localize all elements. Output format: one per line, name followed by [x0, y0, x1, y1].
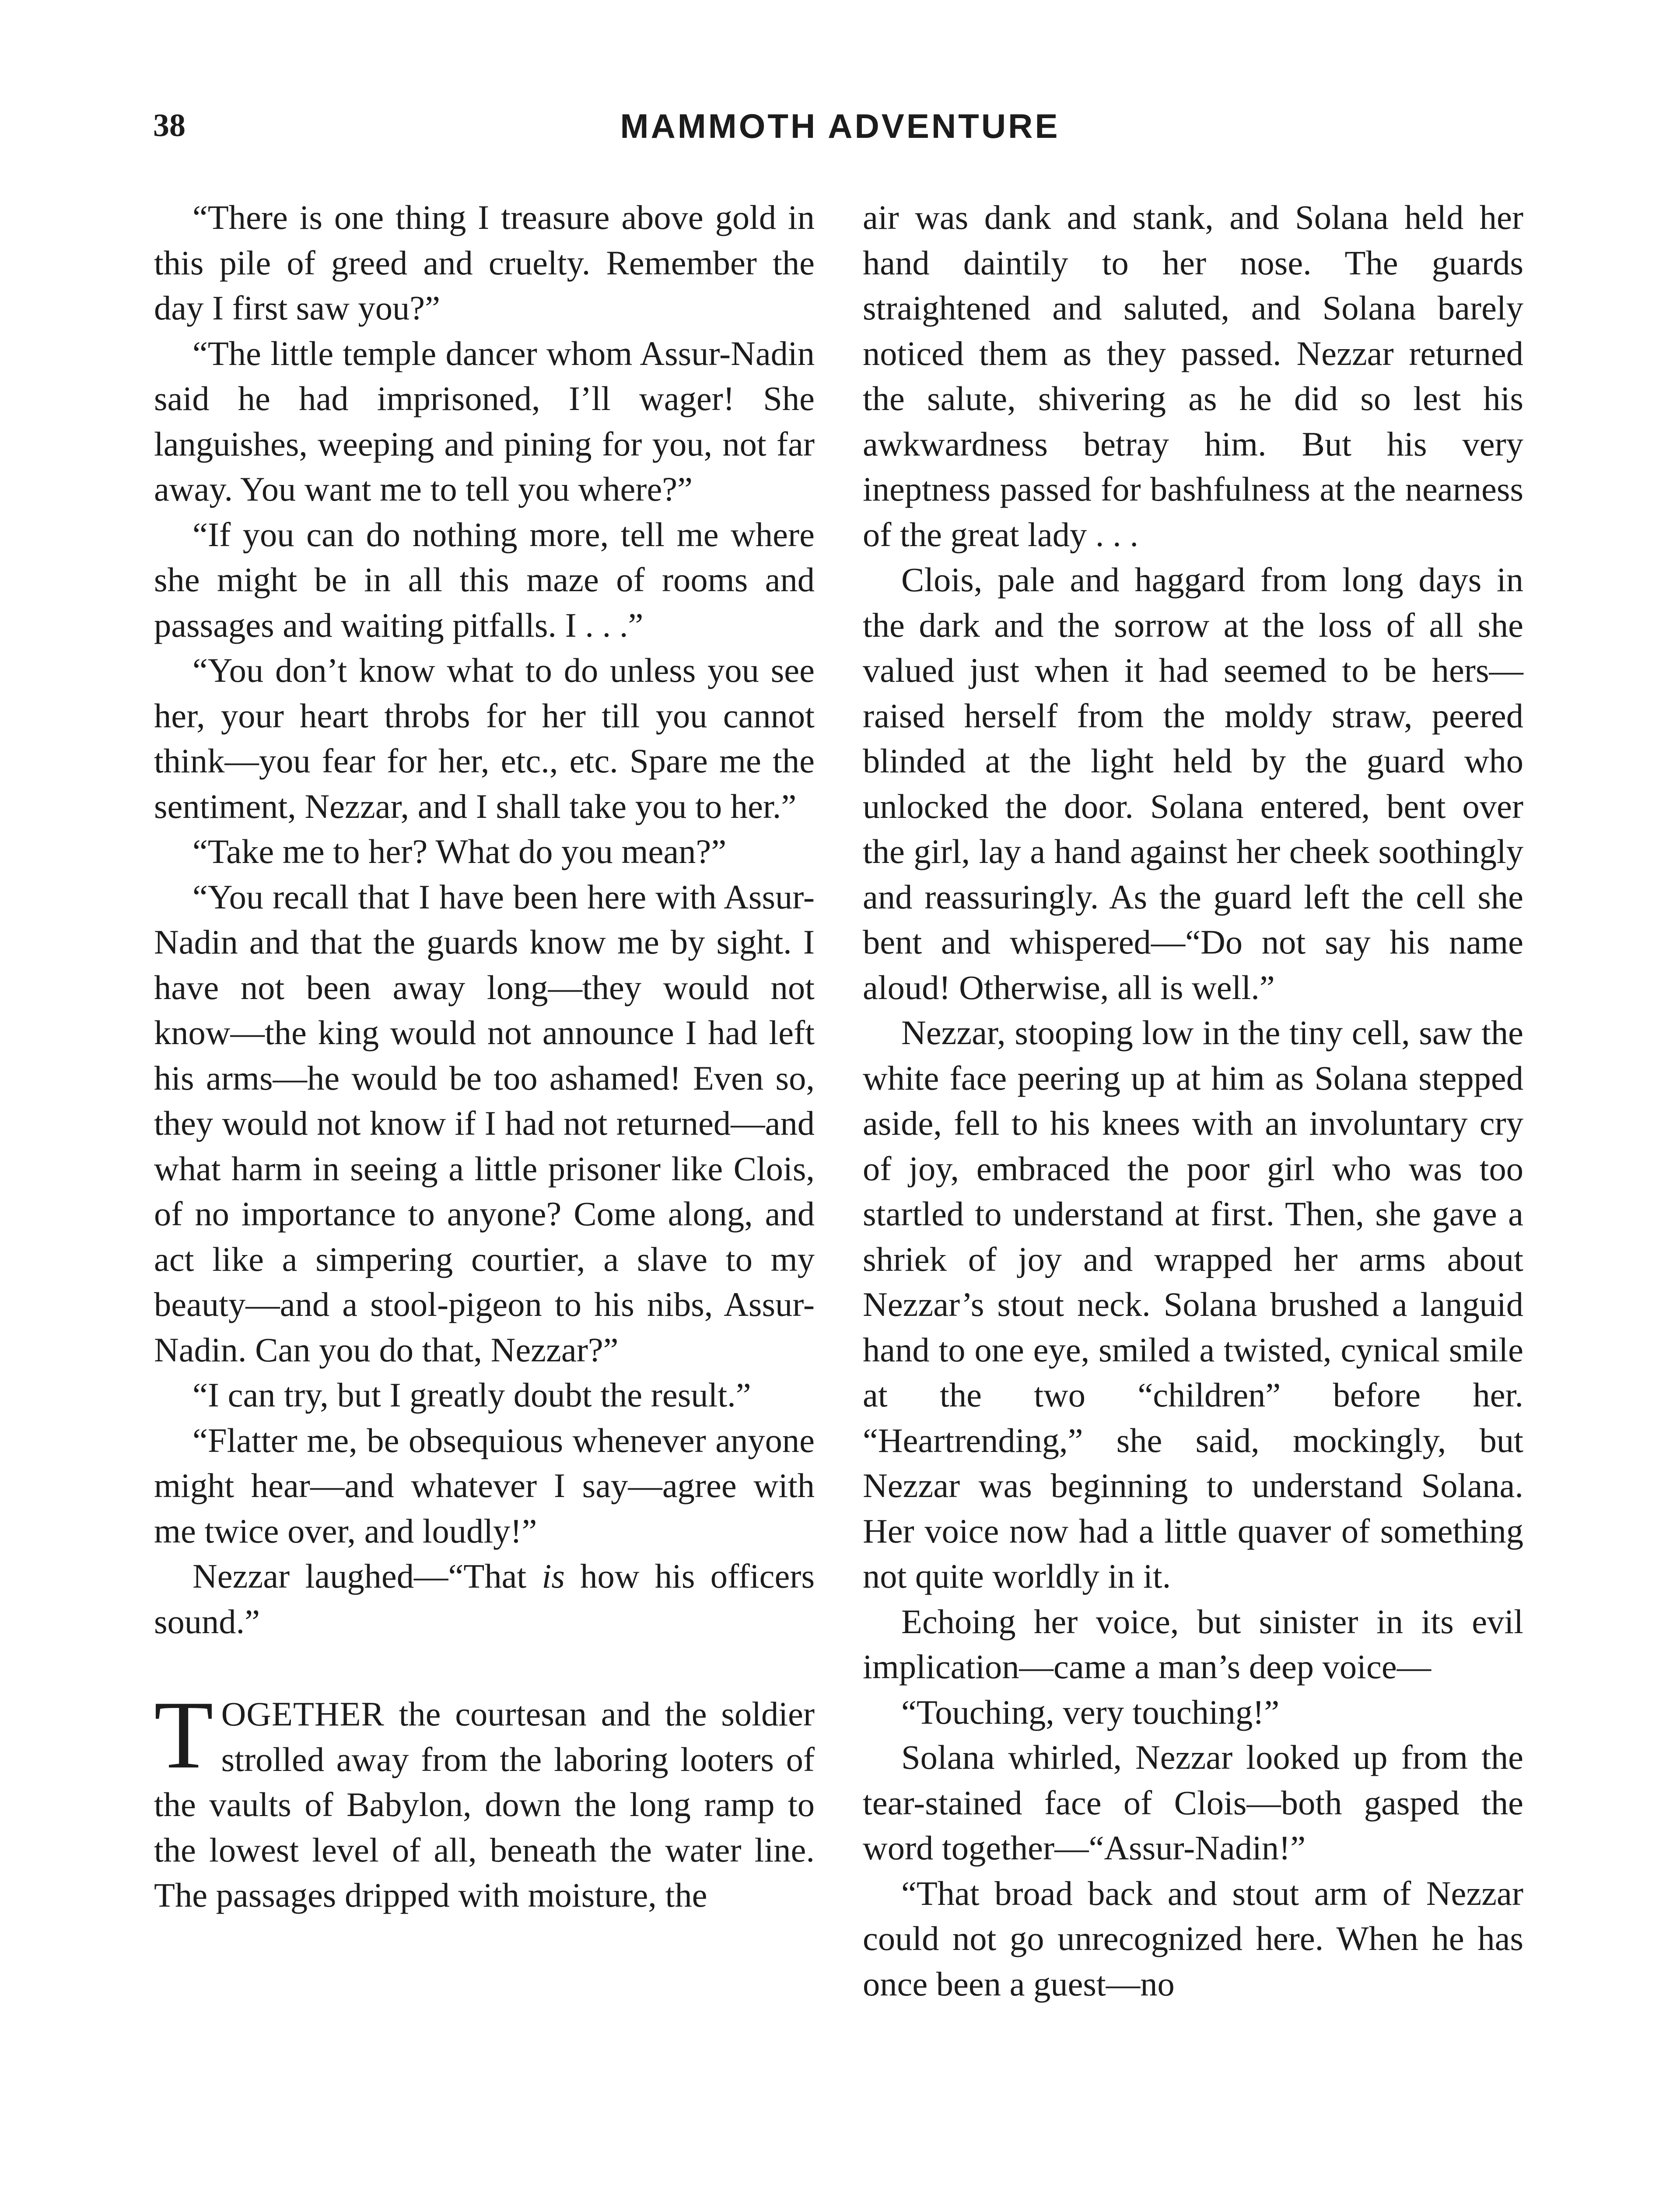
running-title: MAMMOTH ADVENTURE — [620, 107, 1060, 145]
paragraph: “Flatter me, be obsequious whenever anyone might hear—and whatever I say—agree with me twice over, and loudly!” — [154, 1421, 815, 1550]
text-run: Nezzar laughed—“That — [192, 1557, 542, 1595]
paragraph: “You recall that I have been here with Assur-Nadin and that the guards know me by sight. I have not been away long—they would not know—the king would not announce I had left his arms—he would be too ashamed! Even so, they would not know if I had not returned—and what harm in seeing a little prisoner like Clois, of no importance to anyone? Come along, and act like a simpering courtier, a slave to my beauty—and a stool-pigeon to his nibs, Assur-Nadin. Can you do that, Nezzar?” — [154, 877, 815, 1369]
paragraph: Solana whirled, Nezzar looked up from the tear-stained face of Clois—both gasped the word together—“Assur-Nadin!” — [863, 1738, 1523, 1867]
paragraph: “That broad back and stout arm of Nezzar could not go unrecognized here. When he has once been a guest—no — [863, 1874, 1523, 2003]
emphasis: is — [542, 1557, 565, 1595]
paragraph: “You don’t know what to do unless you see her, your heart throbs for her till you cannot think—you fear for her, etc., etc. Spare me the sentiment, Nezzar, and I shall take you to her.” — [154, 651, 815, 825]
drop-cap: T — [154, 1681, 214, 1789]
small-caps-lead: OGETHER — [221, 1695, 385, 1733]
paragraph: “There is one thing I treasure above gold in this pile of greed and cruelty. Remember the day I first saw you?” — [154, 198, 815, 327]
page-header — [153, 98, 1527, 160]
text-run: the courtesan and the soldier strolled away from the laboring looters of the vaults of Babylon, down the long ramp to the lowest level of all, beneath the water line. The passages dripped with moisture, the — [154, 1695, 815, 1914]
paragraph-nezzar-laughed — [154, 1553, 815, 1644]
paragraph-together — [154, 1681, 815, 1918]
paragraph: Nezzar, stooping low in the tiny cell, saw the white face peering up at him as Solana stepped aside, fell to his knees with an involuntary cry of joy, embraced the poor girl who was too startled to understand at first. Then, she gave a shriek of joy and wrapped her arms about Nezzar’s stout neck. Solana brushed a languid hand to one eye, smiled a twisted, cynical smile at the two “children” before her. “Heartrending,” she said, mockingly, but Nezzar was beginning to understand Solana. Her voice now had a little quaver of something not quite worldly in it. — [863, 1013, 1523, 1595]
paragraph: “If you can do nothing more, tell me where she might be in all this maze of rooms and passages and waiting pitfalls. I . . .” — [154, 515, 815, 644]
paragraph: Clois, pale and haggard from long days in the dark and the sorrow at the loss of all she valued just when it had seemed to be hers—raised herself from the moldy straw, peered blinded at the light held by the guard who unlocked the door. Solana entered, bent over the girl, lay a hand against her cheek soothingly and reassuringly. As the guard left the cell she bent and whispered—“Do not say his name aloud! Otherwise, all is well.” — [863, 561, 1523, 1006]
paragraph: “The little temple dancer whom Assur-Nadin said he had imprisoned, I’ll wager! She languishes, weeping and pining for you, not far away. You want me to tell you where?” — [154, 334, 815, 508]
right-column — [863, 195, 1523, 2006]
page-number: 38 — [153, 108, 186, 144]
paragraph: Echoing her voice, but sinister in its evil implication—came a man’s deep voice— — [863, 1602, 1523, 1686]
paragraph: “I can try, but I greatly doubt the result.” — [192, 1376, 751, 1414]
left-column — [154, 195, 815, 1918]
paragraph: “Touching, very touching!” — [901, 1693, 1280, 1731]
paragraph: “Take me to her? What do you mean?” — [192, 832, 727, 870]
paragraph-continuation: air was dank and stank, and Solana held her hand daintily to her nose. The guards straightened and saluted, and Solana barely noticed them as they passed. Nezzar returned the salute, shivering as he did so lest his awkwardness betray him. But his very ineptness passed for bashfulness at the nearness of the great lady . . . — [863, 198, 1523, 554]
text-run: how his officers sound.” — [154, 1557, 815, 1641]
